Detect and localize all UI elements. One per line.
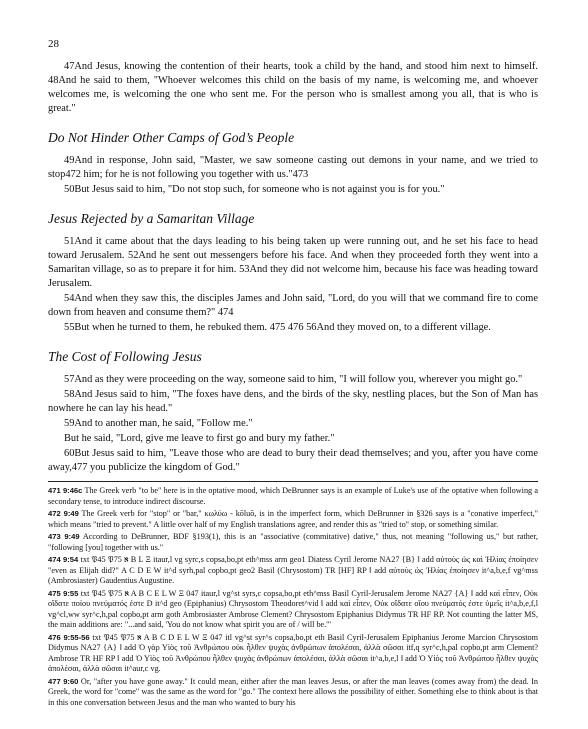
footnote: [48, 486, 538, 507]
footnote-text: Or, "after you have gone away." It could mean, either after the man leaves Jesus, or after the man leaves (comes away from) the dead. In Greek, the word for "come" was the same as the word for "go." The context here allows the possibility of either. Something else to think about is that in this one conversation between Jesus and the man who wanted to bury his: [48, 676, 539, 707]
paragraph: 57And as they were proceeding on the way, someone said to him, "I will follow you, wherever you might go.": [64, 374, 523, 385]
paragraph: 60But Jesus said to him, "Leave those who are dead to bury their dead themselves; and you, after you have come away,477 you publicize the kingdom of God.": [48, 448, 538, 473]
footnote-text: According to DeBrunner, BDF §193(1), this is an "associative (commitative) dative," thus, not meaning "following us," but rather, "following [you] together with us.": [48, 532, 538, 552]
footnote: [48, 589, 538, 631]
footnote-ref: 475 9:55: [48, 588, 79, 598]
paragraph: But he said, "Lord, give me leave to first go and bury my father.": [64, 433, 335, 444]
footnote-text: txt 𝔓45 𝔓75 ℵ A B C E L W Ξ 047 itaur,l vg^st syrs,c copsa,bo,pt eth^mss Basil Cyril-Jerusalem Jerome NA27 {A} ‖ add καὶ εἶπεν, Οὐκ οἴδατε ποίου πνεύματός ἐστε D it^d geo (Epiphanius) Chrysostom Theodoret^vid ‖ add καὶ εἶπεν, Οὐκ οἴδατε οἵου πνεύματός ἐστε ὑμεῖς it^a,b,e,f,l vg^cl,ww syr^c,h,pal copbo,pt arm goth Ambrosiaster Ambrose Clement? Chrysostom Epiphanius Didymus TR HF RP. Not counting the latter MS, the main additions are: "...and said, 'You do not know what spirit you are of / will be.'": [48, 588, 539, 629]
main-text: [48, 60, 538, 476]
footnote: [48, 532, 538, 553]
footnote-text: The Greek verb for "stop" or "bar," κωλύω - kōluō, is in the imperfect form, which DeBrunner in §326 says is a "conative imperfect," which means "tried to prevent." A little over half of my English translations agree, and render this as "tried to" stop, or something similar.: [48, 509, 538, 529]
paragraph: 55But when he turned to them, he rebuked them. 475 476 56And they moved on, to a different village.: [64, 322, 491, 333]
footnote-ref: 474 9:54: [48, 555, 79, 564]
footnote: [48, 509, 538, 530]
paragraph: 49And in response, John said, "Master, we saw someone casting out demons in your name, and we tried to stop472 him; for he is not following you together with us."473: [48, 155, 538, 180]
paragraph: 58And Jesus said to him, "The foxes have dens, and the birds of the sky, nestling places, but the Son of Man has nowhere he can lay his head.": [48, 389, 538, 414]
page-number: 28: [48, 38, 59, 50]
footnote-ref: 476 9:55-56: [48, 632, 90, 642]
paragraph: 54And when they saw this, the disciples James and John said, "Lord, do you will that we command fire to come down from heaven and consume them?" 474: [48, 293, 538, 318]
footnote-text: The Greek verb "to be" here is in the optative mood, which DeBrunner says is an example of Luke's use of the optative when following a secondary tense, to introduce indirect discourse.: [48, 486, 538, 506]
paragraph: 50But Jesus said to him, "Do not stop such, for someone who is not against you is for you.": [64, 184, 445, 195]
footnote: [48, 677, 538, 709]
footnote: [48, 555, 538, 587]
footnote-text: txt 𝔓45 𝔓75 ℵ A B C D E L W Ξ 047 itl vg^st syr^s copsa,bo,pt eth Basil Cyril-Jerusalem Epiphanius Jerome Marcion Chrysostom Didymus NA27 {A} ‖ add Ὁ γὰρ Υἱὸς τοῦ Ἀνθρώπου οὐκ ἦλθεν ψυχὰς ἀνθρώπων ἀπολέσαι, ἀλλὰ σῶσαι itf,q syr^c,h,pal copbo,pt arm Clement? Ambrose TR HF RP ‖ add Ὁ Υἱὸς τοῦ Ἀνθρώπου ἦλθεν ψυχὰς ἀνθρώπων ἀπολέσαι, ἀλλὰ σῶσαι it^a,b,e,l ‖ add Ὁ Υἱὸς τοῦ Ἀνθρώπου ἦλθεν ψυχὰς ἀπολέσαι, ἀλλὰ σῶσαι it^aur,c vg.: [48, 632, 539, 673]
footnote-ref: 472 9:49: [48, 509, 79, 518]
footnote: [48, 633, 538, 675]
footnotes: [48, 486, 538, 710]
footnote-ref: 477 9:60: [48, 676, 79, 686]
section-heading: Jesus Rejected by a Samaritan Village: [48, 211, 255, 226]
footnote-ref: 473 9:49: [48, 532, 80, 541]
footnote-ref: 471 9:46c: [48, 486, 83, 495]
paragraph: 51And it came about that the days leading to his being taken up were running out, and he set his face to head toward Jerusalem. 52And he sent out messengers before his face. And when they proceeded forth they went into a Samaritan village, so as to prepare it for him. 53And they did not welcome him, because his face was heading toward Jerusalem.: [48, 236, 538, 289]
section-heading: Do Not Hinder Other Camps of God’s People: [48, 130, 295, 145]
paragraph: 59And to another man, he said, "Follow me.": [64, 418, 253, 429]
footnote-text: txt 𝔓45 𝔓75 ℵ B L Ξ itaur,l vg syrc,s copsa,bo,pt eth^mss arm geo1 Diatess Cyril Jerome NA27 {B} ‖ add αὐτοὺς ὡς καὶ Ἠλίας ἐποίησεν "even as Elijah did?" A C D E W it^d syrh,pal copbo,pt geo2 Basil (Chrysostom) TR [HF] RP ‖ add αὐτοὺς ὡς Ἠλίας ἐποίησεν it^a,b,e,f vg^mss (Ambrosiaster) Gaudentius Augustine.: [48, 555, 539, 585]
section-heading: The Cost of Following Jesus: [48, 349, 202, 364]
paragraph: 47And Jesus, knowing the contention of their hearts, took a child by the hand, and stood him next to himself. 48And he said to them, "Whoever welcomes this child on the basis of my name, is welcoming me, and whoever welcomes me, is welcoming the one who sent me. For the person who is smallest among you all, that is who is great.": [48, 61, 538, 114]
footnote-divider: [48, 481, 538, 482]
